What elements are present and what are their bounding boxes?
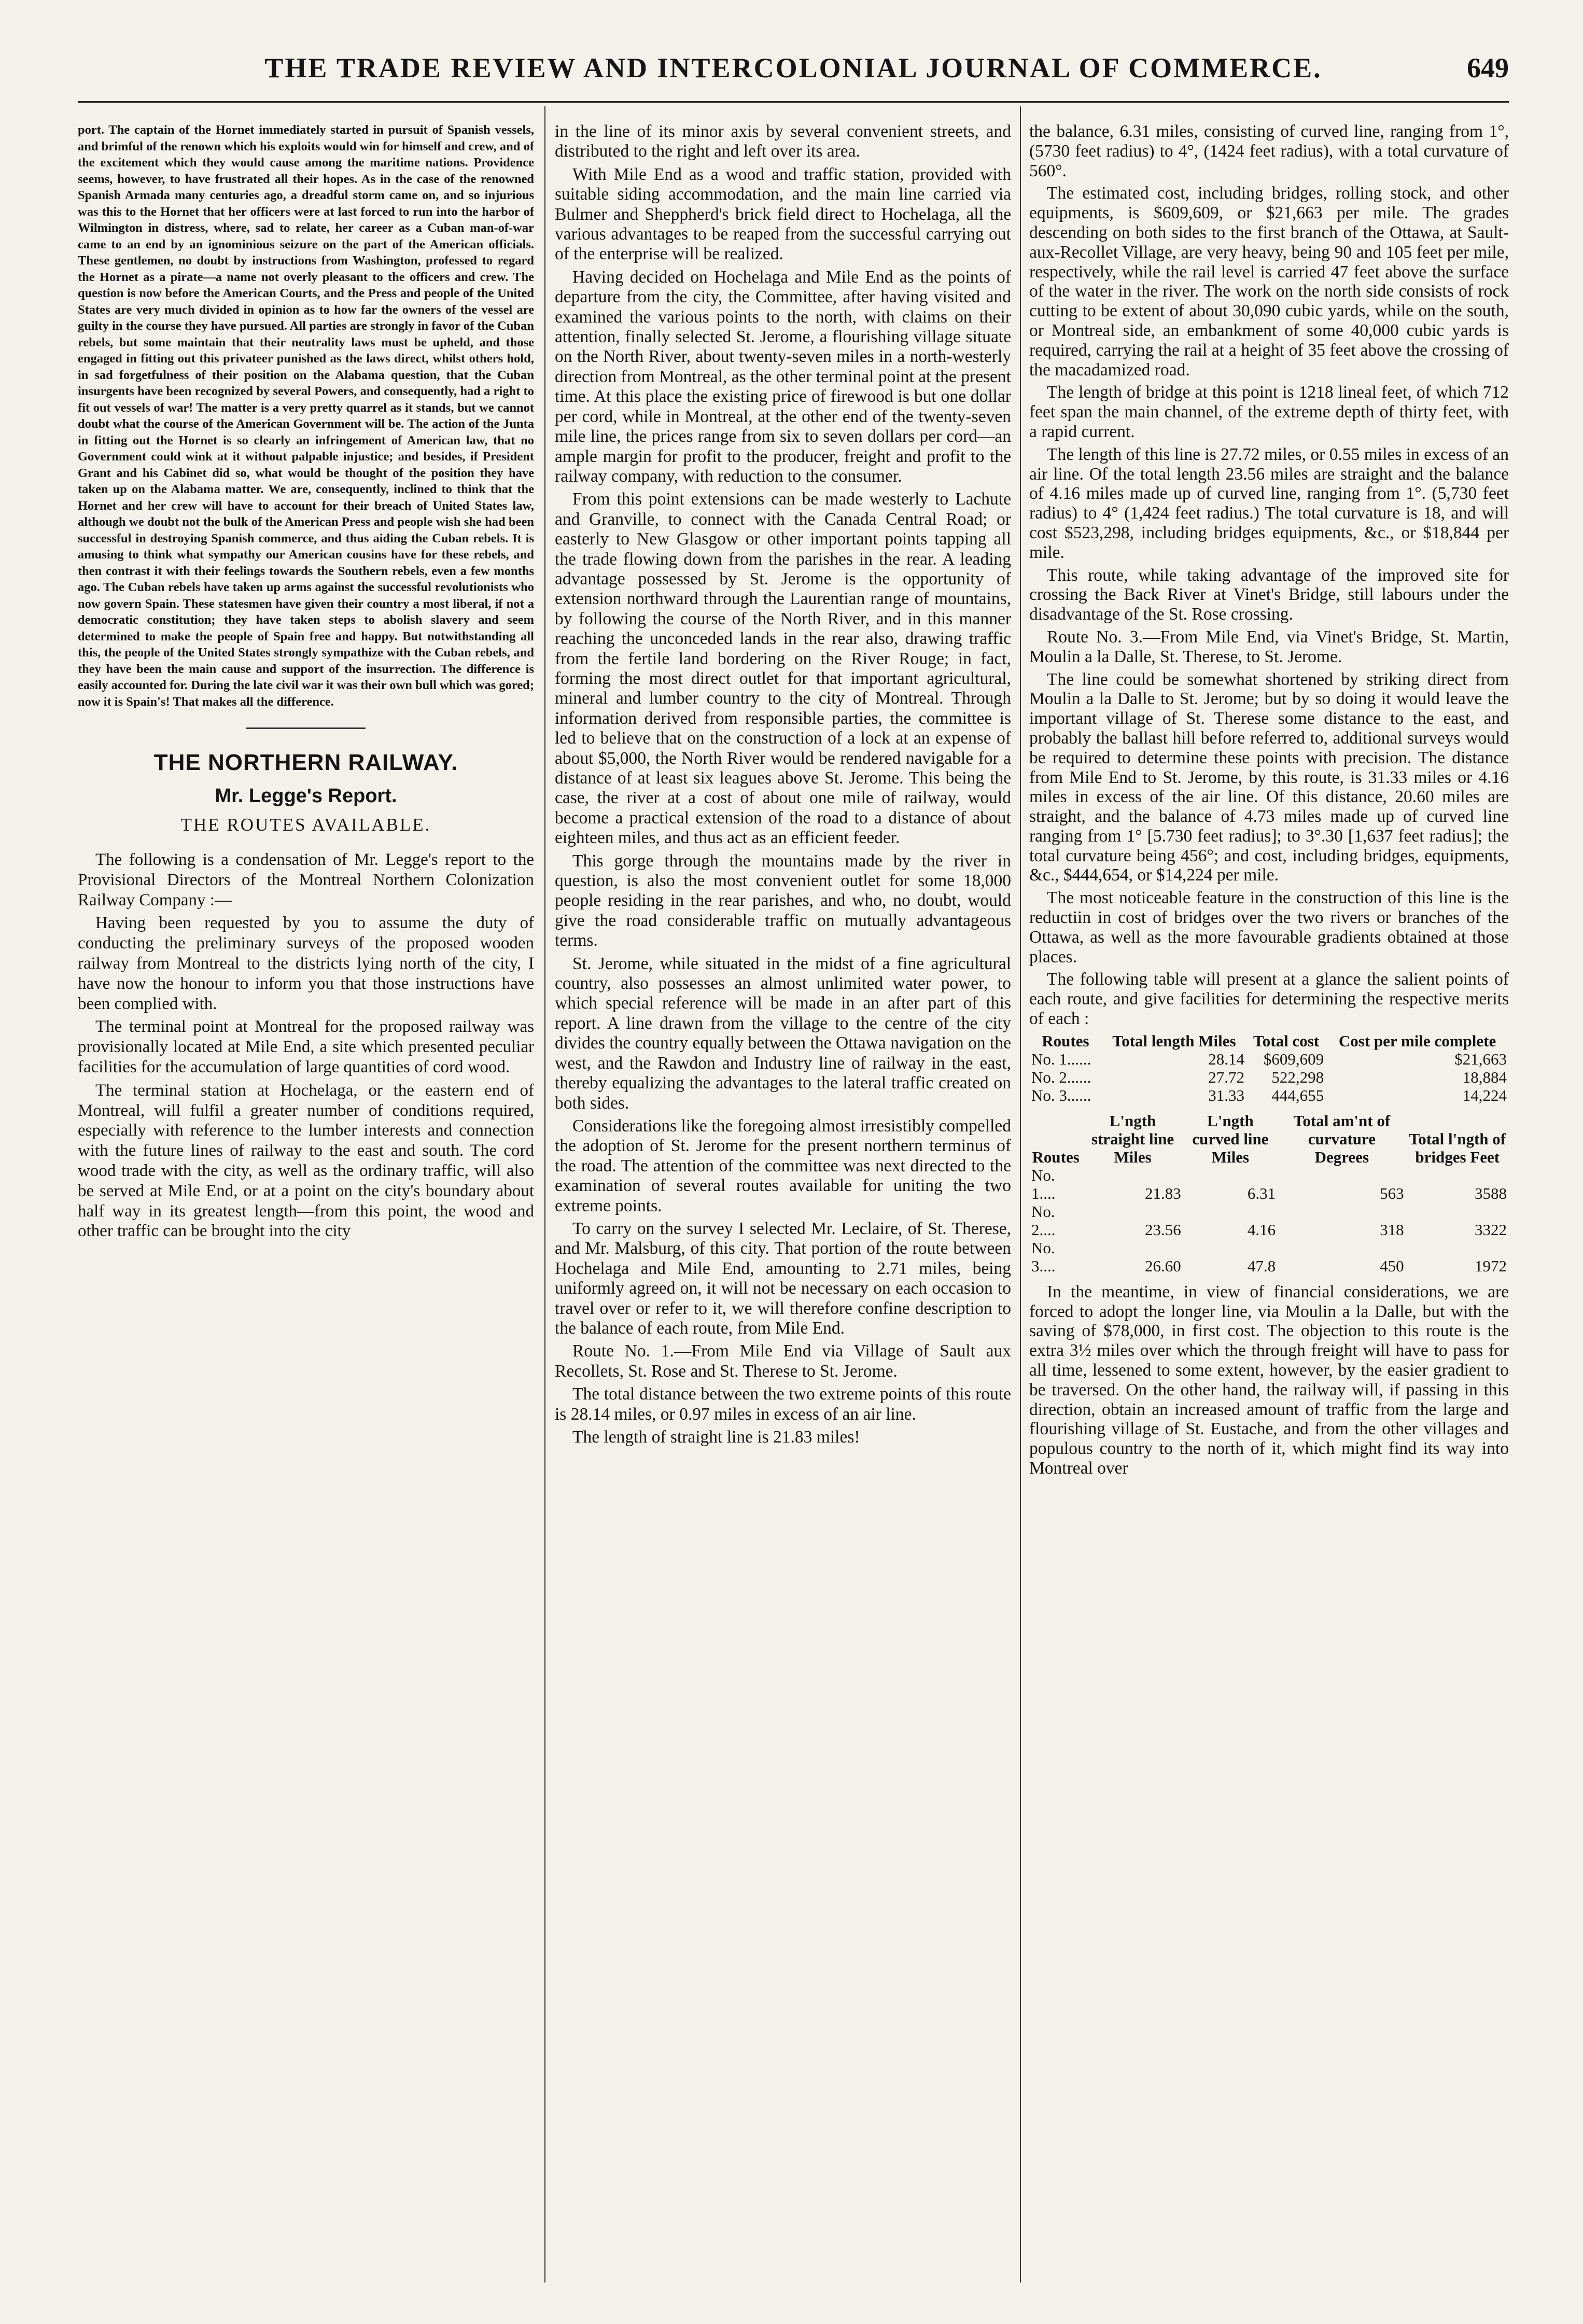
paragraph: This gorge through the mountains made by the river in question, is also the most convenient outlet for some 18,000 people residing in the rear parishes, and who, no doubt, would give the road considerable traffic on mutually advantageous terms. bbox=[555, 851, 1011, 950]
paragraph: The following table will present at a glance the salient points of each route, and give facilities for determining the respective merits of each : bbox=[1029, 970, 1509, 1029]
table-header-row bbox=[1029, 1032, 1509, 1050]
column-1 bbox=[78, 122, 534, 1244]
paragraph: The estimated cost, including bridges, rolling stock, and other equipments, is $609,609, or $21,663 per mile. The grades descending on both sides to the first branch of the Ottawa, at Sault-aux-Recollet Village, are very heavy, being 90 and 105 feet per mile, respectively, while the rail level is carried 47 feet above the surface of the water in the river. The work on the north side consists of rock cutting to be extent of about 30,090 cubic yards, while on the south, or Montreal side, an embankment of some 40,000 cubic yards is required, carrying the rail at a height of 35 feet above the crossing of the macadamized road. bbox=[1029, 184, 1509, 380]
table-header: Routes bbox=[1042, 1031, 1089, 1050]
table-row bbox=[1029, 1086, 1509, 1104]
table-cell: No. 3...... bbox=[1031, 1086, 1091, 1104]
masthead bbox=[78, 52, 1509, 95]
routes-cost-table bbox=[1029, 1032, 1509, 1104]
table-cell: No. 1...... bbox=[1031, 1049, 1091, 1068]
table-cell: 318 bbox=[1380, 1220, 1404, 1239]
table-cell: 444,655 bbox=[1271, 1086, 1324, 1104]
table-row bbox=[1029, 1202, 1509, 1239]
paragraph: In the meantime, in view of financial considerations, we are forced to adopt the longer line, via Moulin a la Dalle, but with the saving of $78,000, in first cost. The objection to this route is the extra 3½ miles over which the through freight will have to pass for all time, lessened to some extent, however, by the easier gradient to be traversed. On the other hand, the railway will, if passing in this direction, obtain an increased amount of traffic from the large and flourishing village of St. Eustache, and from the other villages and populous country to the north of it, which might find its way into Montreal over bbox=[1029, 1282, 1509, 1478]
table-cell: 31.33 bbox=[1208, 1086, 1244, 1104]
paragraph: The length of straight line is 21.83 miles! bbox=[572, 1427, 860, 1447]
table-cell: 3322 bbox=[1475, 1220, 1507, 1239]
paragraph: The most noticeable feature in the construction of this line is the reductiin in cost of bridges over the two rivers or branches of the Ottawa, as well as the more favourable gradients obtained at those places. bbox=[1029, 888, 1509, 967]
table-cell: 18,884 bbox=[1462, 1068, 1507, 1086]
table-header: Total cost bbox=[1253, 1031, 1320, 1050]
table-header-row bbox=[1029, 1112, 1509, 1166]
article-body bbox=[78, 850, 534, 1241]
table-cell: 450 bbox=[1380, 1256, 1404, 1275]
table-cell: 6.31 bbox=[1247, 1184, 1276, 1202]
table-cell: 1972 bbox=[1475, 1256, 1507, 1275]
journal-title: THE TRADE REVIEW AND INTERCOLONIAL JOURNAL OF COMMERCE. bbox=[264, 52, 1322, 83]
column-divider bbox=[544, 106, 545, 2283]
paragraph: The terminal point at Montreal for the proposed railway was provisionally located at Mile End, a site which presented peculiar facilities for the accumulation of large quantities of cord wood. bbox=[78, 1017, 534, 1076]
table-cell: No. 2.... bbox=[1031, 1202, 1056, 1239]
table-cell: 563 bbox=[1380, 1184, 1404, 1202]
table-cell: 27.72 bbox=[1208, 1068, 1244, 1086]
table-cell: 3588 bbox=[1475, 1184, 1507, 1202]
header-rule bbox=[78, 101, 1509, 103]
table-row bbox=[1029, 1239, 1509, 1275]
paragraph: From this point extensions can be made westerly to Lachute and Granville, to connect with the Canada Central Road; or easterly to New Glasgow or other important points tapping all the trade flowing down from the parishes in the rear. A leading advantage possessed by St. Jerome is the opportunity of extension northward through the Laurentian range of mountains, by following the course of the North River, and in this manner reaching the unconceded lands in the rear also, drawing traffic from the fertile land bordering on the River Rouge; in fact, forming the most direct outlet for that important agricultural, mineral and lumber country to the city of Montreal. Through information derived from responsible parties, the committee is led to believe that on the construction of a lock at an expense of about $5,000, the North River would be rendered navigable for a distance of at least six leagues above St. Jerome. This being the case, the river at a cost of about one mile of railway, would become a practical extension of the road to a distance of about eighteen miles, and thus act as an efficient feeder. bbox=[555, 489, 1011, 848]
page-number: 649 bbox=[1467, 52, 1509, 83]
table-cell: $609,609 bbox=[1263, 1049, 1324, 1068]
table-cell: 4.16 bbox=[1247, 1220, 1276, 1239]
paragraph: The following is a condensation of Mr. Legge's report to the Provisional Directors of the Montreal Northern Colonization Railway Company :— bbox=[78, 850, 534, 909]
table-header: Routes bbox=[1032, 1147, 1080, 1166]
route-paragraph: Route No. 1.—From Mile End via Village of Sault aux Recollets, St. Rose and St. Therese to St. Jerome. bbox=[555, 1341, 1011, 1381]
paragraph: Having been requested by you to assume the duty of conducting the preliminary surveys of the proposed wooden railway from Montreal to the districts lying north of the city, I have now the honour to inform you that those instructions have been complied with. bbox=[78, 914, 534, 1013]
paragraph: in the line of its minor axis by several convenient streets, and distributed to the right and left over its area. bbox=[555, 122, 1011, 161]
table-cell: $21,663 bbox=[1454, 1049, 1507, 1068]
table-row bbox=[1029, 1166, 1509, 1202]
paragraph: This route, while taking advantage of the improved site for crossing the Back River at Vinet's Bridge, still labours under the disadvantage of the St. Rose crossing. bbox=[1029, 565, 1509, 624]
table-header: Cost per mile complete bbox=[1338, 1031, 1496, 1050]
paragraph: The length of bridge at this point is 1218 lineal feet, of which 712 feet span the main channel, of the extreme depth of thirty feet, with a rapid current. bbox=[1029, 383, 1509, 441]
table-cell: 522,298 bbox=[1271, 1068, 1324, 1086]
table-cell: 23.56 bbox=[1145, 1220, 1181, 1239]
table-header: Total length Miles bbox=[1112, 1031, 1236, 1050]
paragraph: The line could be somewhat shortened by striking direct from Moulin a la Dalle to St. Jerome; but by so doing it would leave the important village of St. Therese some distance to the east, and probably the ballast hill before referred to, additional surveys would be required to determine these points with precision. The distance from Mile End to St. Jerome, by this route, is 31.33 miles or 4.16 miles in excess of the air line. Of this distance, 20.60 miles are straight, and the balance of 4.73 miles made up of curved line ranging from 1° [5.730 feet radius]; to 3°.30 [1,637 feet radius]; the total curvature being 456°; and cost, including bridges, equipments, &c., $444,654, or $14,224 per mile. bbox=[1029, 669, 1509, 885]
paragraph: Having decided on Hochelaga and Mile End as the points of departure from the city, the Committee, after having visited and examined the various points to the north, with claims on their attention, finally selected St. Jerome, a flourishing village situate on the North River, about twenty-seven miles in a north-westerly direction from Montreal, as the other terminal point at the present time. At this place the existing price of firewood is but one dollar per cord, while in Montreal, at the other end of the twenty-seven mile line, the prices range from six to seven dollars per cord—an ample margin for profit to the producer, freight and profit to the railway company, with reduction to the consumer. bbox=[555, 267, 1011, 486]
table-header: Total l'ngth of bridges Feet bbox=[1409, 1129, 1506, 1166]
paragraph: To carry on the survey I selected Mr. Leclaire, of St. Therese, and Mr. Malsburg, of this city. That portion of the route between Hochelaga and Mile End, amounting to 2.71 miles, being uniformly agreed on, it will not be necessary on each occasion to travel over or refer to it, we will therefore confine description to the balance of each route, from Mile End. bbox=[555, 1219, 1011, 1338]
table-cell: No. 1.... bbox=[1031, 1166, 1056, 1202]
section-rule bbox=[246, 727, 366, 729]
paragraph: The length of this line is 27.72 miles, or 0.55 miles in excess of an air line. Of the total length 23.56 miles are straight and the balance of 4.16 miles made up of curved line, ranging from 1°. (5,730 feet radius) to 4° (1,424 feet radius.) The total curvature is 18, and will cost $523,298, including bridges equipments, &c., or $18,844 per mile. bbox=[1029, 444, 1509, 562]
column-divider bbox=[1020, 106, 1021, 2283]
paragraph: Considerations like the foregoing almost irresistibly compelled the adoption of St. Jerome for the present northern terminus of the road. The attention of the committee was next directed to the examination of several routes available for uniting the two extreme points. bbox=[555, 1116, 1011, 1215]
paragraph: the balance, 6.31 miles, consisting of curved line, ranging from 1°, (5730 feet radius) to 4°, (1424 feet radius), with a total curvature of 560°. bbox=[1029, 122, 1509, 180]
table-header: Total am'nt of curvature Degrees bbox=[1293, 1111, 1391, 1166]
paragraph: The total distance between the two extreme points of this route is 28.14 miles, or 0.97 miles in excess of an air line. bbox=[555, 1384, 1011, 1424]
article-section-title: THE ROUTES AVAILABLE. bbox=[180, 815, 431, 835]
table-row bbox=[1029, 1050, 1509, 1068]
paragraph: port. The captain of the Hornet immediately started in pursuit of Spanish vessels, and brimful of the renown which his exploits would win for himself and crew, and of the excitement which they would cause among the maritime nations. Providence seems, however, to have frustrated all their hopes. As in the case of the renowned Spanish Armada many centuries ago, a dreadful storm came on, and so injurious was this to the Hornet that her officers were at last forced to run into the harbor of Wilmington in distress, where, sad to relate, her career as a Cuban man-of-war came to an end by an ignominious seizure on the part of the American officials. These gentlemen, no doubt by instructions from Washington, professed to regard the Hornet as a pirate—a name not overly pleasant to the officers and crew. The question is now before the American Courts, and the Press and people of the United States are very much divided in opinion as to how far the owners of the vessel are guilty in the course they have pursued. All parties are strongly in favor of the Cuban rebels, but some maintain that their neutrality laws must be upheld, and those engaged in fitting out this privateer punished as the laws direct, whilst others hold, in sad forgetfulness of their position on the Alabama question, that the Cuban insurgents have been recognized by several Powers, and consequently, had a right to fit out vessels of war! The matter is a very pretty quarrel as it stands, but we cannot doubt what the course of the American Government will be. The action of the Junta in fitting out the Hornet is so clearly an infringement of American law, that no Government could wink at it without palpable injustice; and besides, if President Grant and his Cabinet did so, what would be thought of the position they have taken up on the Alabama matter. We are, consequently, inclined to think that the Hornet and her crew will have to account for their breach of United States law, although we doubt not the bulk of the American Press and people wish she had been successful in destroying Spanish commerce, and thus aiding the Cuban rebels. It is amusing to think what sympathy our American cousins have for these rebels, and then contrast it with their feelings towards the Southern rebels, even a few months ago. The Cuban rebels have taken up arms against the successful revolutionists who now govern Spain. These statesmen have given their country a most liberal, if not a democratic constitution; they have taken steps to abolish slavery and seem determined to make the people of Spain free and happy. But notwithstanding all this, the people of the United States strongly sympathize with the Cuban rebels, and they have been the main cause and support of the insurrection. The difference is easily accounted for. During the late civil war it was their own bull which was gored; now it is Spain's! That makes all the difference. bbox=[78, 123, 534, 709]
table-cell: 26.60 bbox=[1145, 1256, 1181, 1275]
column-2 bbox=[555, 122, 1011, 1450]
table-cell: 28.14 bbox=[1208, 1049, 1244, 1068]
routes-length-table bbox=[1029, 1112, 1509, 1275]
table-cell: 21.83 bbox=[1145, 1184, 1181, 1202]
article-subheading: Mr. Legge's Report. bbox=[215, 785, 397, 807]
paragraph: With Mile End as a wood and traffic station, provided with suitable siding accommodation, and the main line carried via Bulmer and Sheppherd's brick field direct to Hochelaga, all the various advantages to be reaped from the successful carrying out of the enterprise will be realized. bbox=[555, 164, 1011, 264]
table-header: L'ngth straight line Miles bbox=[1091, 1111, 1174, 1166]
table-cell: 47.8 bbox=[1247, 1256, 1276, 1275]
table-header: L'ngth curved line Miles bbox=[1192, 1111, 1269, 1166]
editorial-continuation bbox=[78, 122, 534, 710]
table-cell: 14,224 bbox=[1462, 1086, 1507, 1104]
paragraph: St. Jerome, while situated in the midst of a fine agricultural country, also possesses an almost unlimited water power, to which special reference will be made in an after part of this report. A line drawn from the village to the centre of the city divides the country equally between the Ottawa navigation on the west, and the Rawdon and Industry line of railway in the east, thereby equalizing the advantages to the lateral traffic created on both sides. bbox=[555, 954, 1011, 1113]
route-paragraph: Route No. 3.—From Mile End, via Vinet's Bridge, St. Martin, Moulin a la Dalle, St. Therese, to St. Jerome. bbox=[1029, 627, 1509, 666]
column-3 bbox=[1029, 122, 1509, 1481]
table-row bbox=[1029, 1068, 1509, 1086]
table-cell: No. 2...... bbox=[1031, 1068, 1091, 1086]
paragraph: The terminal station at Hochelaga, or the eastern end of Montreal, will fulfil a greater number of conditions required, especially with reference to the lumber interests and connection with the future lines of railway to the east and south. The cord wood trade with the city, as well as the ordinary traffic, will also be served at Mile End, or at a point on the city's boundary about half way in its greatest length—from this point, the wood and other traffic can be brought into the city bbox=[78, 1081, 534, 1241]
article-heading: THE NORTHERN RAILWAY. bbox=[153, 750, 458, 775]
table-cell: No. 3.... bbox=[1031, 1238, 1056, 1275]
